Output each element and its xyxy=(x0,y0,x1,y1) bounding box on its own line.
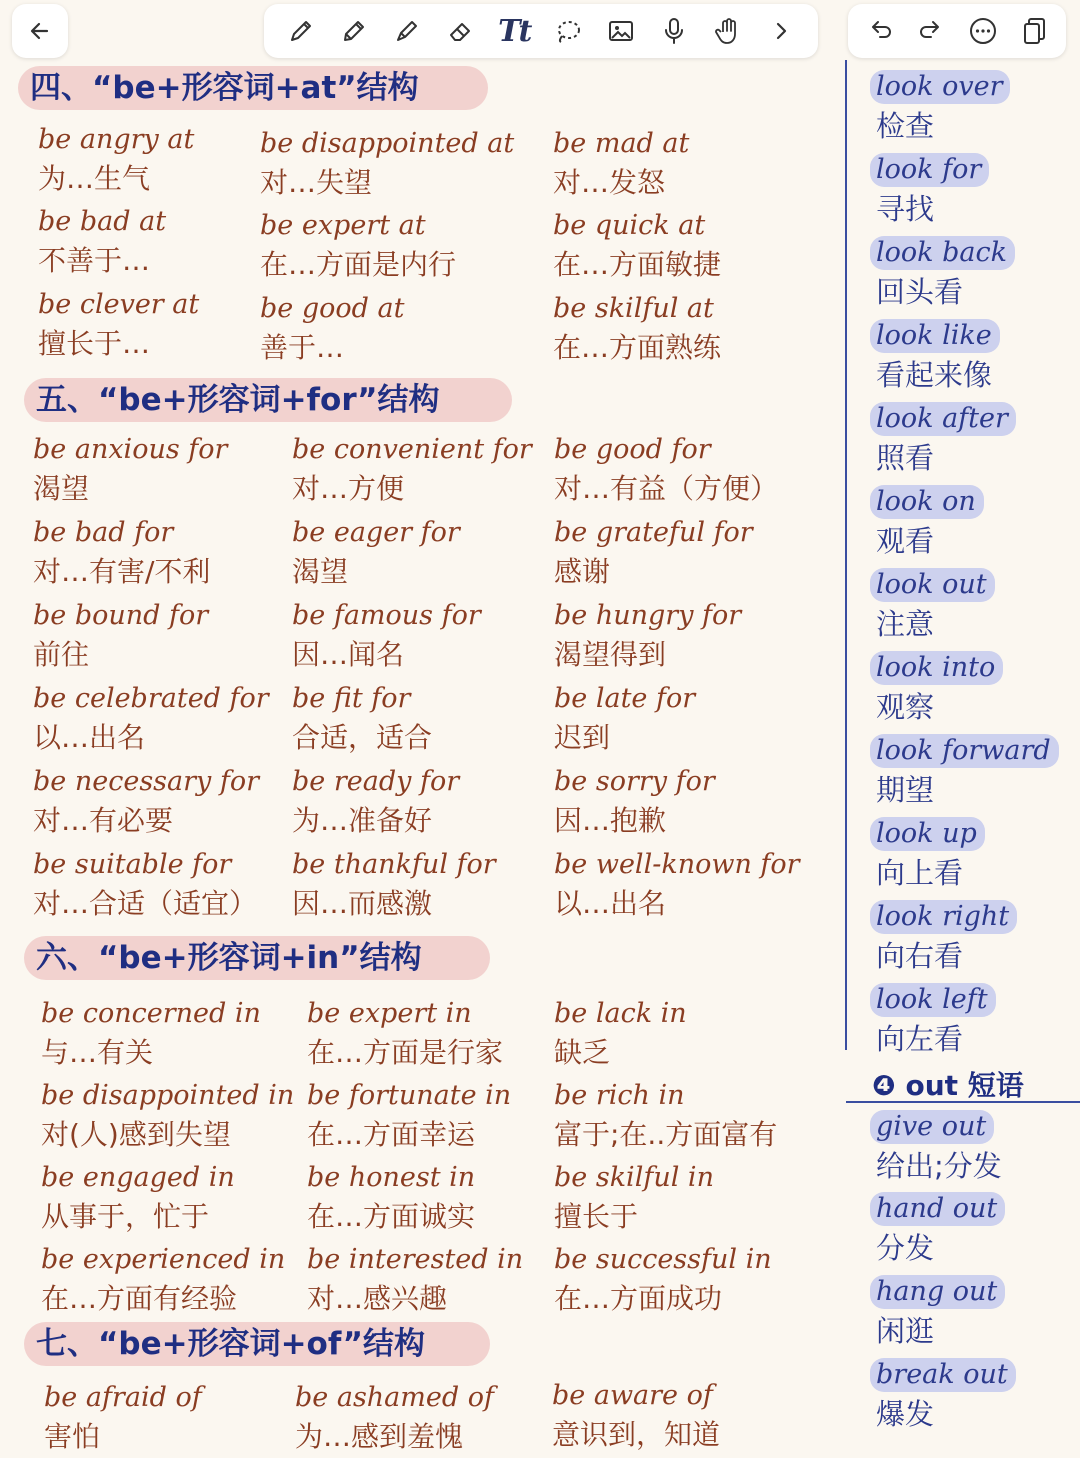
phrase-entry xyxy=(292,681,562,759)
phrase-entry xyxy=(41,996,311,1074)
section-header-at: 四、“be+形容词+at”结构 xyxy=(18,66,488,110)
phrase-english: be successful in xyxy=(554,1244,772,1275)
phrase-english: be fit for xyxy=(292,683,411,714)
phrase-english: be thankful for xyxy=(292,849,496,880)
phrase-chinese: 因…而感激 xyxy=(292,887,433,920)
phrase-chinese: 在…方面有经验 xyxy=(41,1282,238,1315)
look-phrase-entry xyxy=(870,568,1070,646)
phrase-chinese: 从事于，忙于 xyxy=(41,1200,210,1233)
out-phrase-english: hang out xyxy=(870,1275,1005,1309)
phrase-english: be skilful at xyxy=(553,293,714,324)
phrase-chinese: 以…出名 xyxy=(554,887,667,920)
look-phrase-entry xyxy=(870,236,1070,314)
phrase-chinese: 对…发怒 xyxy=(553,166,666,199)
look-phrase-chinese: 观看 xyxy=(876,524,935,558)
phrase-chinese: 渴望得到 xyxy=(554,638,667,671)
phrase-english: be clever at xyxy=(38,289,200,320)
action-toolbar xyxy=(848,4,1066,58)
phrase-english: be expert at xyxy=(260,210,426,241)
out-phrase-chinese: 给出;分发 xyxy=(876,1149,1002,1183)
look-phrase-entry xyxy=(870,651,1070,729)
phrase-english: be good for xyxy=(554,434,711,465)
phrase-entry xyxy=(554,598,824,676)
look-phrase-entry xyxy=(870,485,1070,563)
pen-icon[interactable] xyxy=(281,11,321,51)
look-phrase-english: look out xyxy=(870,568,995,602)
phrase-chinese: 为…准备好 xyxy=(292,804,433,837)
phrase-entry xyxy=(41,1078,311,1156)
look-phrase-english: look into xyxy=(870,651,1003,685)
phrase-english: be quick at xyxy=(553,210,706,241)
look-phrase-english: look after xyxy=(870,402,1016,436)
look-phrase-entry xyxy=(870,817,1070,895)
phrase-chinese: 对…有害/不利 xyxy=(33,555,211,588)
phrase-english: be mad at xyxy=(553,128,690,159)
out-phrases-title: ❹ out 短语 xyxy=(872,1069,1024,1102)
section-header-in: 六、“be+形容词+in”结构 xyxy=(24,936,490,980)
phrase-chinese: 与…有关 xyxy=(41,1036,154,1069)
phrase-english: be ready for xyxy=(292,766,460,797)
look-phrase-english: look back xyxy=(870,236,1015,270)
arrow-left-icon[interactable] xyxy=(20,11,60,51)
phrase-english: be skilful in xyxy=(554,1162,714,1193)
phrase-entry xyxy=(554,515,824,593)
phrase-english: be honest in xyxy=(307,1162,476,1193)
phrase-entry xyxy=(33,515,303,593)
phrase-chinese: 以…出名 xyxy=(33,721,146,754)
look-phrase-chinese: 观察 xyxy=(876,690,935,724)
look-phrase-english: look left xyxy=(870,983,996,1017)
look-phrase-entry xyxy=(870,70,1070,148)
phrase-entry xyxy=(554,432,824,510)
redo-icon[interactable] xyxy=(911,11,951,51)
phrase-entry xyxy=(295,1380,565,1458)
phrase-english: be eager for xyxy=(292,517,460,548)
phrase-chinese: 感谢 xyxy=(554,555,611,588)
phrase-entry xyxy=(33,764,303,842)
look-phrase-english: look over xyxy=(870,70,1010,104)
look-phrase-entry xyxy=(870,983,1070,1061)
more-icon[interactable] xyxy=(963,11,1003,51)
phrase-chinese: 迟到 xyxy=(554,721,611,754)
look-phrase-entry xyxy=(870,402,1070,480)
phrase-chinese: 在…方面诚实 xyxy=(307,1200,476,1233)
pages-icon[interactable] xyxy=(1014,11,1054,51)
phrase-english: be fortunate in xyxy=(307,1080,512,1111)
look-phrase-chinese: 看起来像 xyxy=(876,358,993,392)
phrase-chinese: 对…合适（适宜） xyxy=(33,887,258,920)
phrase-entry xyxy=(553,126,823,204)
chevron-right-icon[interactable] xyxy=(761,11,801,51)
phrase-chinese: 对…感兴趣 xyxy=(307,1282,448,1315)
phrase-english: be angry at xyxy=(38,124,195,155)
phrase-chinese: 在…方面是内行 xyxy=(260,248,457,281)
look-phrase-chinese: 寻找 xyxy=(876,192,935,226)
phrase-english: be well-known for xyxy=(554,849,800,880)
phrase-entry xyxy=(307,1242,577,1320)
phrase-entry xyxy=(33,847,303,925)
phrase-english: be convenient for xyxy=(292,434,532,465)
phrase-chinese: 害怕 xyxy=(44,1420,101,1453)
phrase-english: be expert in xyxy=(307,998,472,1029)
image-icon[interactable] xyxy=(601,11,641,51)
phrase-english: be afraid of xyxy=(44,1382,202,1413)
look-phrase-chinese: 向左看 xyxy=(876,1022,964,1056)
phrase-entry xyxy=(554,764,824,842)
phrase-entry xyxy=(554,1160,824,1238)
phrase-entry xyxy=(260,291,530,369)
phrase-english: be anxious for xyxy=(33,434,228,465)
phrase-entry xyxy=(554,847,824,925)
phrase-english: be famous for xyxy=(292,600,481,631)
phrase-chinese: 在…方面敏捷 xyxy=(553,248,722,281)
phrase-chinese: 在…方面是行家 xyxy=(307,1036,504,1069)
undo-icon[interactable] xyxy=(860,11,900,51)
look-phrase-english: look on xyxy=(870,485,984,519)
phrase-entry xyxy=(33,681,303,759)
phrase-chinese: 为…感到羞愧 xyxy=(295,1420,464,1453)
tool-toolbar xyxy=(264,4,818,58)
phrase-entry xyxy=(553,208,823,286)
phrase-entry xyxy=(260,126,530,204)
phrase-chinese: 因…抱歉 xyxy=(554,804,667,837)
phrase-english: be grateful for xyxy=(554,517,753,548)
out-phrase-entry xyxy=(870,1110,1070,1188)
phrase-entry xyxy=(554,681,824,759)
out-phrase-english: hand out xyxy=(870,1192,1005,1226)
phrase-chinese: 因…闻名 xyxy=(292,638,405,671)
pencil-icon[interactable] xyxy=(334,11,374,51)
look-phrase-english: look like xyxy=(870,319,1000,353)
phrase-english: be engaged in xyxy=(41,1162,235,1193)
look-phrase-entry xyxy=(870,900,1070,978)
phrase-chinese: 对(人)感到失望 xyxy=(41,1118,231,1151)
look-phrase-english: look for xyxy=(870,153,989,187)
out-phrase-entry xyxy=(870,1275,1070,1353)
phrase-entry xyxy=(292,598,562,676)
out-phrase-entry xyxy=(870,1358,1070,1436)
phrase-chinese: 渴望 xyxy=(33,472,90,505)
phrase-entry xyxy=(260,208,530,286)
phrase-chinese: 对…有益（方便） xyxy=(554,472,779,505)
look-phrase-chinese: 注意 xyxy=(876,607,935,641)
phrase-chinese: 擅长于… xyxy=(38,327,151,360)
phrase-english: be concerned in xyxy=(41,998,261,1029)
phrase-english: be rich in xyxy=(554,1080,685,1111)
phrase-entry xyxy=(292,432,562,510)
phrase-chinese: 合适，适合 xyxy=(292,721,433,754)
phrase-chinese: 意识到，知道 xyxy=(552,1418,721,1451)
phrase-english: be good at xyxy=(260,293,405,324)
phrase-entry xyxy=(552,1378,822,1456)
phrase-entry xyxy=(33,432,303,510)
column-divider xyxy=(845,60,847,1050)
back-toolbar xyxy=(12,4,68,58)
microphone-icon[interactable] xyxy=(654,11,694,51)
out-phrase-english: break out xyxy=(870,1358,1016,1392)
phrase-english: be aware of xyxy=(552,1380,713,1411)
phrase-english: be experienced in xyxy=(41,1244,286,1275)
out-phrase-english: give out xyxy=(870,1110,994,1144)
hand-icon[interactable] xyxy=(708,11,748,51)
section-header-for: 五、“be+形容词+for”结构 xyxy=(24,378,512,422)
phrase-chinese: 缺乏 xyxy=(554,1036,611,1069)
phrase-entry xyxy=(33,598,303,676)
phrase-entry xyxy=(307,1078,577,1156)
look-phrase-chinese: 回头看 xyxy=(876,275,964,309)
out-phrase-entry xyxy=(870,1192,1070,1270)
highlighter-icon[interactable] xyxy=(387,11,427,51)
phrase-english: be necessary for xyxy=(33,766,260,797)
phrase-entry xyxy=(292,764,562,842)
out-phrase-chinese: 分发 xyxy=(876,1231,935,1265)
phrase-english: be bad at xyxy=(38,206,167,237)
phrase-chinese: 对…有必要 xyxy=(33,804,174,837)
phrase-chinese: 不善于… xyxy=(38,244,151,277)
eraser-icon[interactable] xyxy=(441,11,481,51)
look-phrase-chinese: 照看 xyxy=(876,441,935,475)
phrase-english: be hungry for xyxy=(554,600,742,631)
phrase-entry xyxy=(292,515,562,593)
phrase-english: be sorry for xyxy=(554,766,715,797)
look-phrase-chinese: 向上看 xyxy=(876,856,964,890)
phrase-english: be interested in xyxy=(307,1244,524,1275)
out-phrase-chinese: 闲逛 xyxy=(876,1314,935,1348)
phrase-entry xyxy=(553,291,823,369)
phrase-entry xyxy=(554,1242,824,1320)
phrase-chinese: 对…失望 xyxy=(260,166,373,199)
phrase-entry xyxy=(44,1380,314,1458)
phrase-entry xyxy=(41,1160,311,1238)
look-phrase-chinese: 向右看 xyxy=(876,939,964,973)
phrase-entry xyxy=(292,847,562,925)
phrase-chinese: 富于;在..方面富有 xyxy=(554,1118,778,1151)
phrase-entry xyxy=(554,996,824,1074)
phrase-english: be ashamed of xyxy=(295,1382,494,1413)
phrase-chinese: 为…生气 xyxy=(38,162,151,195)
phrase-entry xyxy=(41,1242,311,1320)
phrase-english: be disappointed at xyxy=(260,128,515,159)
look-phrase-english: look up xyxy=(870,817,985,851)
out-phrase-chinese: 爆发 xyxy=(876,1397,935,1431)
look-phrase-english: look right xyxy=(870,900,1017,934)
look-phrase-entry xyxy=(870,734,1070,812)
phrase-chinese: 善于… xyxy=(260,331,345,364)
look-phrase-english: look forward xyxy=(870,734,1059,768)
look-phrase-chinese: 检查 xyxy=(876,109,935,143)
phrase-english: be bad for xyxy=(33,517,174,548)
phrase-entry xyxy=(307,996,577,1074)
phrase-english: be suitable for xyxy=(33,849,232,880)
phrase-chinese: 对…方便 xyxy=(292,472,405,505)
section-header-of: 七、“be+形容词+of”结构 xyxy=(24,1322,490,1366)
phrase-english: be lack in xyxy=(554,998,687,1029)
look-phrase-chinese: 期望 xyxy=(876,773,935,807)
look-phrase-entry xyxy=(870,153,1070,231)
phrase-chinese: 在…方面成功 xyxy=(554,1282,723,1315)
phrase-chinese: 在…方面熟练 xyxy=(553,331,722,364)
phrase-chinese: 渴望 xyxy=(292,555,349,588)
phrase-english: be late for xyxy=(554,683,696,714)
phrase-chinese: 在…方面幸运 xyxy=(307,1118,476,1151)
phrase-english: be bound for xyxy=(33,600,209,631)
phrase-entry xyxy=(307,1160,577,1238)
phrase-chinese: 擅长于 xyxy=(554,1200,639,1233)
text-tool-icon[interactable]: Tt xyxy=(498,13,531,49)
phrase-entry xyxy=(554,1078,824,1156)
phrase-english: be celebrated for xyxy=(33,683,269,714)
lasso-icon[interactable] xyxy=(548,11,588,51)
look-phrase-entry xyxy=(870,319,1070,397)
phrase-english: be disappointed in xyxy=(41,1080,295,1111)
phrase-chinese: 前往 xyxy=(33,638,90,671)
